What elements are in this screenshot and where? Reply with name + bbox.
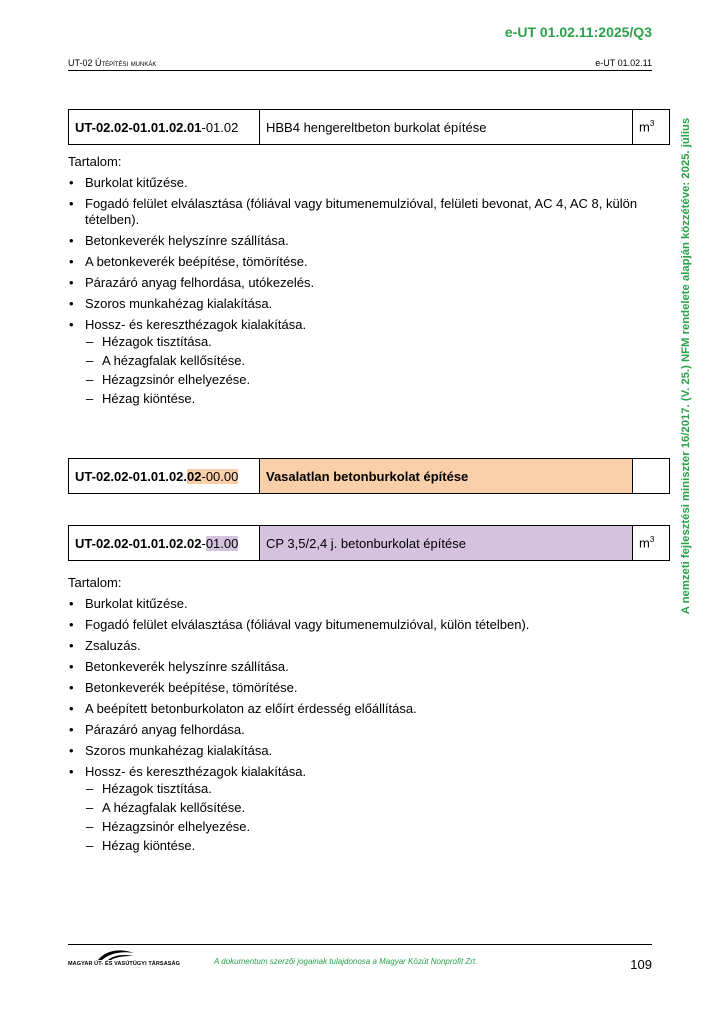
list-item: • Párazáró anyag felhordása. xyxy=(68,722,658,738)
footer-divider xyxy=(68,944,652,945)
list-item: • Betonkeverék helyszínre szállítása. xyxy=(68,233,658,249)
copyright-note: A dokumentum szerzői jogainak tulajdonosa a Magyar Közút Nonprofit Zrt. xyxy=(214,957,478,966)
list-item: • Burkolat kitűzése. xyxy=(68,596,658,612)
list-item-with-subs xyxy=(68,764,658,854)
sub-list xyxy=(85,334,658,407)
content-list xyxy=(68,175,658,407)
item-code-tail: -01.02 xyxy=(201,119,239,135)
item-unit xyxy=(633,526,670,561)
sub-item: – Hézagzsinór elhelyezése. xyxy=(85,819,658,835)
list-item: • Zsaluzás. xyxy=(68,638,658,654)
list-item: • Burkolat kitűzése. xyxy=(68,175,658,191)
item-code-highlight: 02 xyxy=(187,468,202,484)
header-reference: e-UT 01.02.11 xyxy=(595,58,652,68)
running-header xyxy=(68,58,652,71)
item-code-main: UT-02.02-01.01.02.01 xyxy=(75,119,202,135)
list-item-text: Hossz- és kereszthézagok kialakítása. xyxy=(85,764,307,779)
content-block-2 xyxy=(68,575,658,859)
list-item: • A betonkeverék beépítése, tömörítése. xyxy=(68,254,658,270)
item-unit xyxy=(633,459,670,494)
unit-base: m xyxy=(639,119,650,135)
publisher-logo xyxy=(68,948,178,972)
item-row-1 xyxy=(68,109,670,145)
section-name: Útépítési munkák xyxy=(95,58,157,68)
item-name: HBB4 hengereltbeton burkolat építése xyxy=(260,110,633,145)
sub-list xyxy=(85,781,658,854)
unit-exponent: 3 xyxy=(649,119,655,129)
list-item: • Fogadó felület elválasztása (fóliával vagy bitumenemulzióval, külön tételben). xyxy=(68,617,658,633)
item-name: CP 3,5/2,4 j. betonburkolat építése xyxy=(260,526,633,561)
list-item: • Szoros munkahézag kialakítása. xyxy=(68,743,658,759)
content-heading: Tartalom: xyxy=(68,575,122,590)
sub-item: – A hézagfalak kellősítése. xyxy=(85,353,658,369)
sub-item: – Hézagok tisztítása. xyxy=(85,781,658,797)
list-item: • Szoros munkahézag kialakítása. xyxy=(68,296,658,312)
item-unit xyxy=(633,110,670,145)
item-code xyxy=(69,459,260,494)
unit-exponent: 3 xyxy=(649,535,655,545)
list-item-with-subs xyxy=(68,317,658,407)
item-name: Vasalatlan betonburkolat építése xyxy=(260,459,633,494)
content-list xyxy=(68,596,658,854)
item-code xyxy=(69,526,260,561)
sub-item: – Hézagzsinór elhelyezése. xyxy=(85,372,658,388)
item-row-2 xyxy=(68,458,670,494)
sub-item: – Hézag kiöntése. xyxy=(85,838,658,854)
sub-item: – Hézag kiöntése. xyxy=(85,391,658,407)
side-note-text: A nemzeti fejlesztési miniszter 16/2017. (V. 25.) NFM rendelete alapján közzétéve: 2025. július xyxy=(680,117,692,615)
list-item: • Párazáró anyag felhordása, utókezelés. xyxy=(68,275,658,291)
item-code-dash: - xyxy=(201,535,206,551)
sub-item: – A hézagfalak kellősítése. xyxy=(85,800,658,816)
section-prefix: UT-02 xyxy=(68,58,96,68)
list-item: • A beépített betonburkolaton az előírt érdesség előállítása. xyxy=(68,701,658,717)
sub-item: – Hézagok tisztítása. xyxy=(85,334,658,350)
section-title xyxy=(68,58,156,68)
unit-base: m xyxy=(639,535,650,551)
list-item-text: Hossz- és kereszthézagok kialakítása. xyxy=(85,317,307,332)
page-number: 109 xyxy=(630,957,652,972)
item-code xyxy=(69,110,260,145)
list-item: • Fogadó felület elválasztása (fóliával vagy bitumenemulzióval, felületi bevonat, AC 4, AC 8, külön tételben). xyxy=(68,196,658,228)
logo-text: MAGYAR ÚT- ÉS VASÚTÜGYI TÁRSASÁG xyxy=(68,961,180,967)
item-code-main: UT-02.02-01.01.02. xyxy=(75,468,188,484)
item-code-tail: 01.00 xyxy=(205,535,239,551)
list-item: • Betonkeverék helyszínre szállítása. xyxy=(68,659,658,675)
document-id: e-UT 01.02.11:2025/Q3 xyxy=(504,24,652,40)
item-row-3 xyxy=(68,525,670,561)
item-code-main: UT-02.02-01.01.02.02 xyxy=(75,535,202,551)
item-code-tail: -00.00 xyxy=(201,468,239,484)
logo-swoosh-icon xyxy=(96,948,136,962)
content-block-1 xyxy=(68,154,658,412)
content-heading: Tartalom: xyxy=(68,154,122,169)
list-item: • Betonkeverék beépítése, tömörítése. xyxy=(68,680,658,696)
